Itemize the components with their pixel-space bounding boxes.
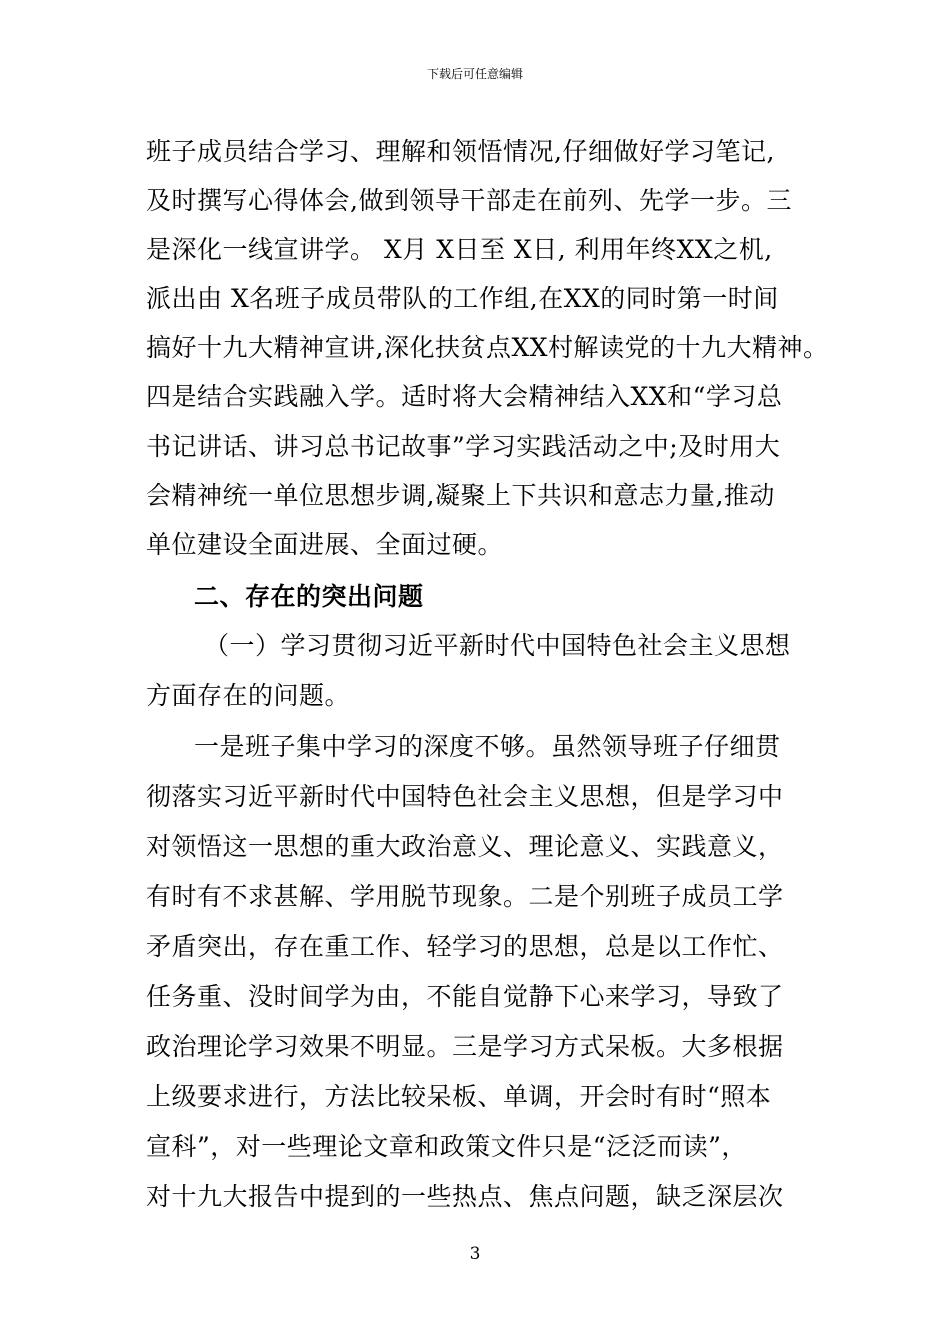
paragraph-line: 一是班子集中学习的深度不够。虽然领导班子仔细贯 — [194, 732, 781, 761]
body-line: 书记讲话、讲习总书记故事”学习实践活动之中;及时用大 — [146, 432, 781, 461]
body-line: 班子成员结合学习、理解和领悟情况,仔细做好学习笔记, — [146, 137, 775, 166]
body-line: 会精神统一单位思想步调,凝聚上下共识和意志力量,推动 — [146, 481, 775, 510]
body-line: 派出由 X名班子成员带队的工作组,在XX的同时第一时间 — [146, 284, 779, 313]
body-line: 四是结合实践融入学。适时将大会精神结入XX和“学习总 — [146, 382, 783, 411]
paragraph-line: 矛盾突出，存在重工作、轻学习的思想，总是以工作忙、 — [146, 932, 784, 961]
page-header: 下载后可任意编辑 — [426, 67, 523, 81]
paragraph-line: 上级要求进行，方法比较呆板、单调，开会时有时“照本 — [146, 1082, 772, 1111]
paragraph-line: 任务重、没时间学为由，不能自觉静下心来学习，导致了 — [146, 982, 784, 1011]
page-number: 3 — [469, 1244, 481, 1264]
section-heading: 二、存在的突出问题 — [194, 582, 424, 611]
paragraph-line: 对十九大报告中提到的一些热点、焦点问题，缺乏深层次 — [146, 1182, 784, 1211]
body-line: 及时撰写心得体会,做到领导干部走在前列、先学一步。三 — [146, 186, 792, 215]
paragraph-line: 有时有不求甚解、学用脱节现象。二是个别班子成员工学 — [146, 882, 784, 911]
subsection-title-line-1: （一）学习贯彻习近平新时代中国特色社会主义思想 — [204, 631, 791, 660]
paragraph-line: 政治理论学习效果不明显。三是学习方式呆板。大多根据 — [146, 1032, 784, 1061]
body-line: 搞好十九大精神宣讲,深化扶贫点XX村解读党的十九大精神。 — [146, 333, 829, 362]
paragraph-line: 对领悟这一思想的重大政治意义、理论意义、实践意义， — [146, 832, 784, 861]
paragraph-line: 彻落实习近平新时代中国特色社会主义思想，但是学习中 — [146, 782, 784, 811]
body-line: 单位建设全面进展、全面过硬。 — [146, 530, 504, 559]
paragraph-line: 宣科”，对一些理论文章和政策文件只是“泛泛而读”， — [146, 1132, 747, 1161]
body-line: 是深化一线宣讲学。 X月 X日至 X日, 利用年终XX之机, — [146, 235, 773, 264]
subsection-title-line-2: 方面存在的问题。 — [146, 681, 351, 710]
